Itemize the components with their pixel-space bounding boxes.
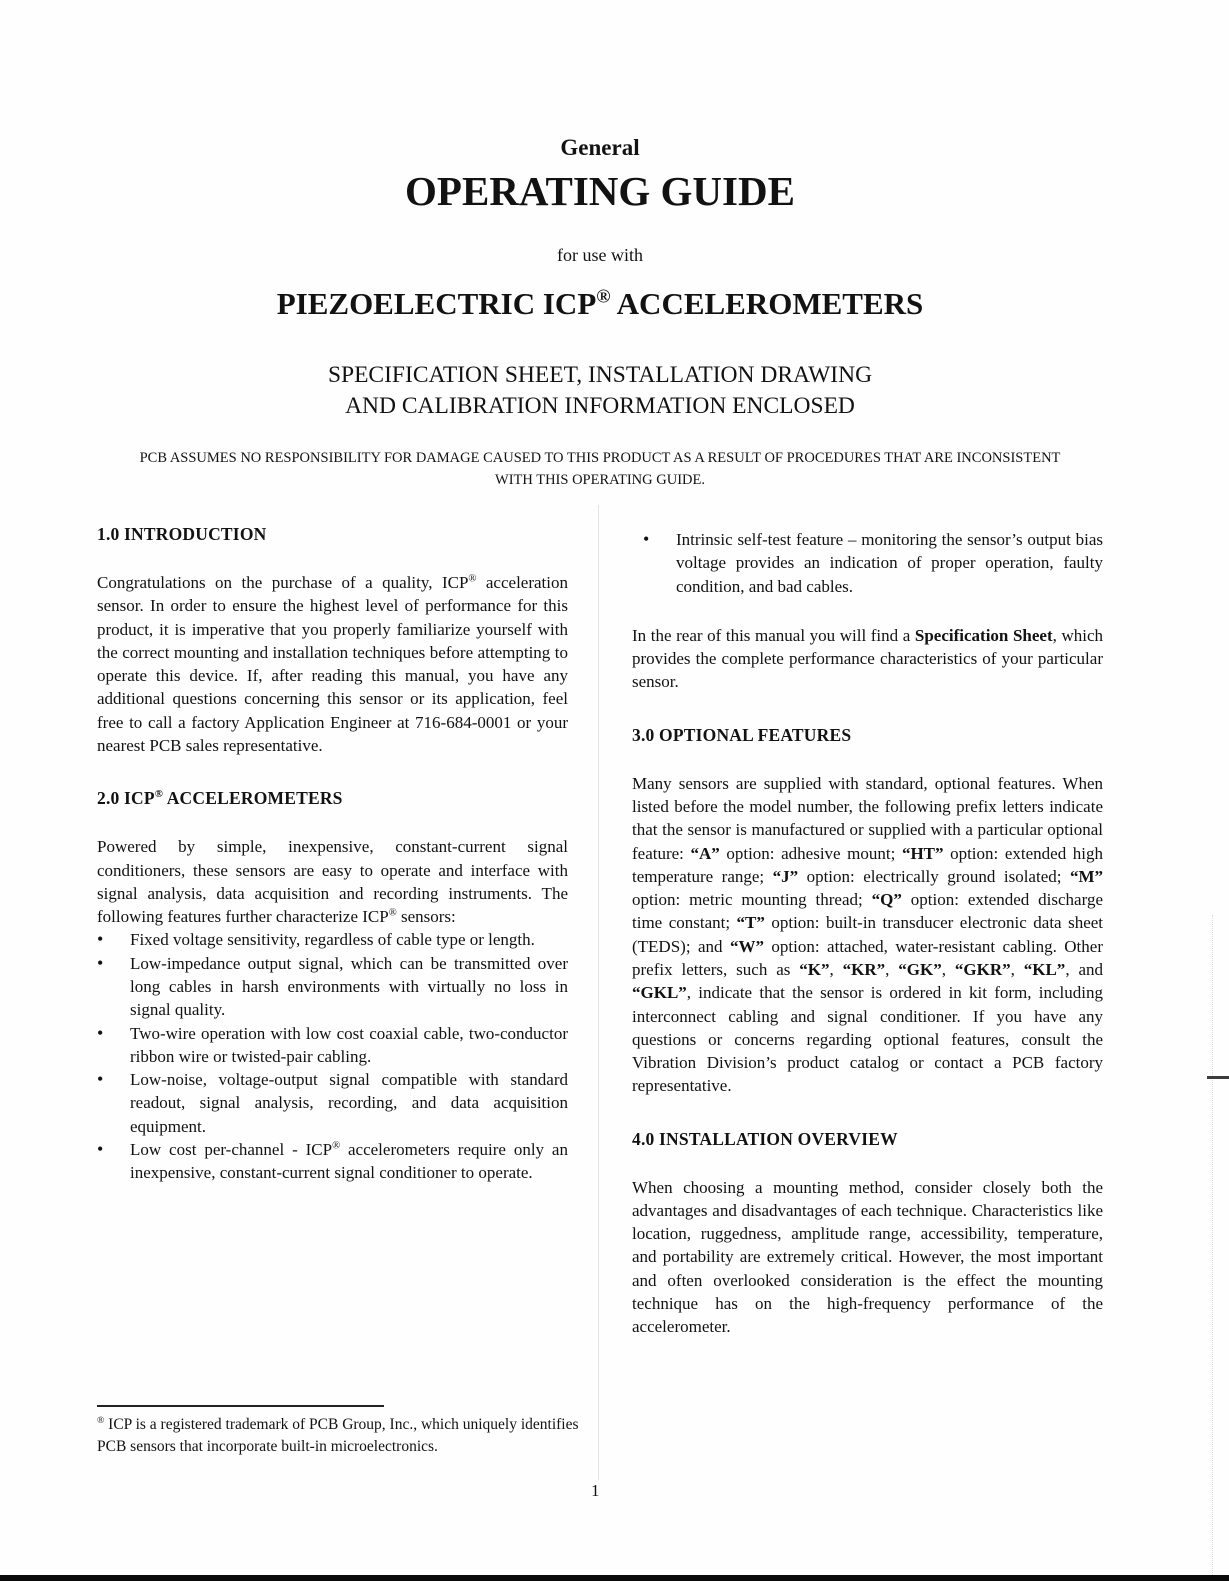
section-3-heading: 3.0 OPTIONAL FEATURES bbox=[632, 724, 852, 745]
scan-bottom-edge-bar bbox=[0, 1575, 1229, 1581]
left-column bbox=[97, 518, 568, 1339]
enclosure-line-2: AND CALIBRATION INFORMATION ENCLOSED bbox=[345, 393, 855, 420]
footnote-separator-rule bbox=[97, 1405, 384, 1407]
enclosure-note bbox=[97, 360, 1103, 422]
specification-sheet-paragraph: In the rear of this manual you will find a Specification Sheet, which provides the complete performance characteristics of your particular sensor. bbox=[632, 625, 1104, 692]
scan-edge-dash bbox=[1207, 1076, 1229, 1079]
section-2-paragraph: Powered by simple, inexpensive, constant-current signal conditioners, these sensors are easy to operate and interface with signal analysis, data acquisition and recording instruments. The following features further characterize ICP® sensors: bbox=[97, 837, 568, 927]
header-subtitle: for use with bbox=[557, 245, 643, 265]
section-1-paragraph: Congratulations on the purchase of a quality, ICP® acceleration sensor. In order to ensure the highest level of performance for this product, it is imperative that you properly familiarize yourself with the correct mounting and installation techniques before attempting to operate this device. If, after reading this manual, you have any additional questions concerning this sensor or its application, feel free to call a factory Application Engineer at 716-684-0001 or your nearest PCB sales representative. bbox=[97, 573, 568, 755]
two-column-body bbox=[97, 518, 1103, 1339]
page-number: 1 bbox=[591, 1481, 600, 1500]
self-test-bullet-list bbox=[632, 528, 1103, 598]
section-2-heading: 2.0 ICP® ACCELEROMETERS bbox=[97, 788, 343, 809]
bullet-item: • Low-noise, voltage-output signal compatible with standard readout, signal analysis, recording, and data acquisition equipment. bbox=[97, 1068, 568, 1138]
bullet-item: • Intrinsic self-test feature – monitoring the sensor’s output bias voltage provides an indication of proper operation, faulty condition, and bad cables. bbox=[632, 528, 1103, 598]
footnote-text: ® ICP is a registered trademark of PCB Group, Inc., which uniquely identifies PCB sensors that incorporate built-in microelectronics. bbox=[97, 1414, 579, 1455]
section-4-paragraph: When choosing a mounting method, consider closely both the advantages and disadvantages of each technique. Characteristics like location, ruggedness, amplitude range, accessibility, temperature, and portability are extremely critical. However, the most important and often overlooked consideration is the effect the mounting technique has on the high-frequency performance of the accelerometer. bbox=[632, 1177, 1103, 1337]
document-header bbox=[97, 135, 1103, 492]
product-title: PIEZOELECTRIC ICP® ACCELEROMETERS bbox=[276, 286, 924, 321]
bullet-item: • Low-impedance output signal, which can be transmitted over long cables in harsh environments with virtually no loss in signal quality. bbox=[97, 952, 568, 1022]
bullet-item: • Fixed voltage sensitivity, regardless of cable type or length. bbox=[97, 928, 568, 951]
footnote bbox=[97, 1405, 582, 1458]
scan-edge-dotted-line bbox=[1212, 915, 1213, 1575]
document-title: OPERATING GUIDE bbox=[405, 168, 795, 214]
disclaimer-text: PCB ASSUMES NO RESPONSIBILITY FOR DAMAGE CAUSED TO THIS PRODUCT AS A RESULT OF PROCEDURES THAT ARE INCONSISTENT WITH THIS OPERATING GUIDE. bbox=[139, 450, 1061, 488]
bullet-item: • Two-wire operation with low cost coaxial cable, two-conductor ribbon wire or twisted-pair cabling. bbox=[97, 1022, 568, 1069]
section-4-heading: 4.0 INSTALLATION OVERVIEW bbox=[632, 1128, 898, 1149]
bullet-item: • Low cost per-channel - ICP® accelerometers require only an inexpensive, constant-current signal conditioner to operate. bbox=[97, 1138, 568, 1185]
enclosure-line-1: SPECIFICATION SHEET, INSTALLATION DRAWING bbox=[327, 362, 873, 388]
header-kicker: General bbox=[560, 135, 640, 160]
right-column bbox=[632, 518, 1103, 1339]
feature-bullet-list bbox=[97, 928, 568, 1184]
section-1-heading: 1.0 INTRODUCTION bbox=[97, 524, 267, 544]
section-3-paragraph: Many sensors are supplied with standard, optional features. When listed before the model number, the following prefix letters indicate that the sensor is manufactured or supplied with a particular optional feature: “A” option: adhesive mount; “HT” option: extended high temperature range; “J” option: electrically ground isolated; “M” option: metric mounting thread; “Q” option: extended discharge time constant; “T” option: built-in transducer electronic data sheet (TEDS); and “W” option: attached, water-resistant cabling. Other prefix letters, such as “K”, “KR”, “GK”, “GKR”, “KL”, and “GKL”, indicate that the sensor is ordered in kit form, including interconnect cabling and signal conditioner. If you have any questions or concerns regarding optional features, consult the Vibration Division’s product catalog or contact a PCB factory representative. bbox=[632, 773, 1104, 1096]
scan-fold-line bbox=[598, 505, 599, 1480]
